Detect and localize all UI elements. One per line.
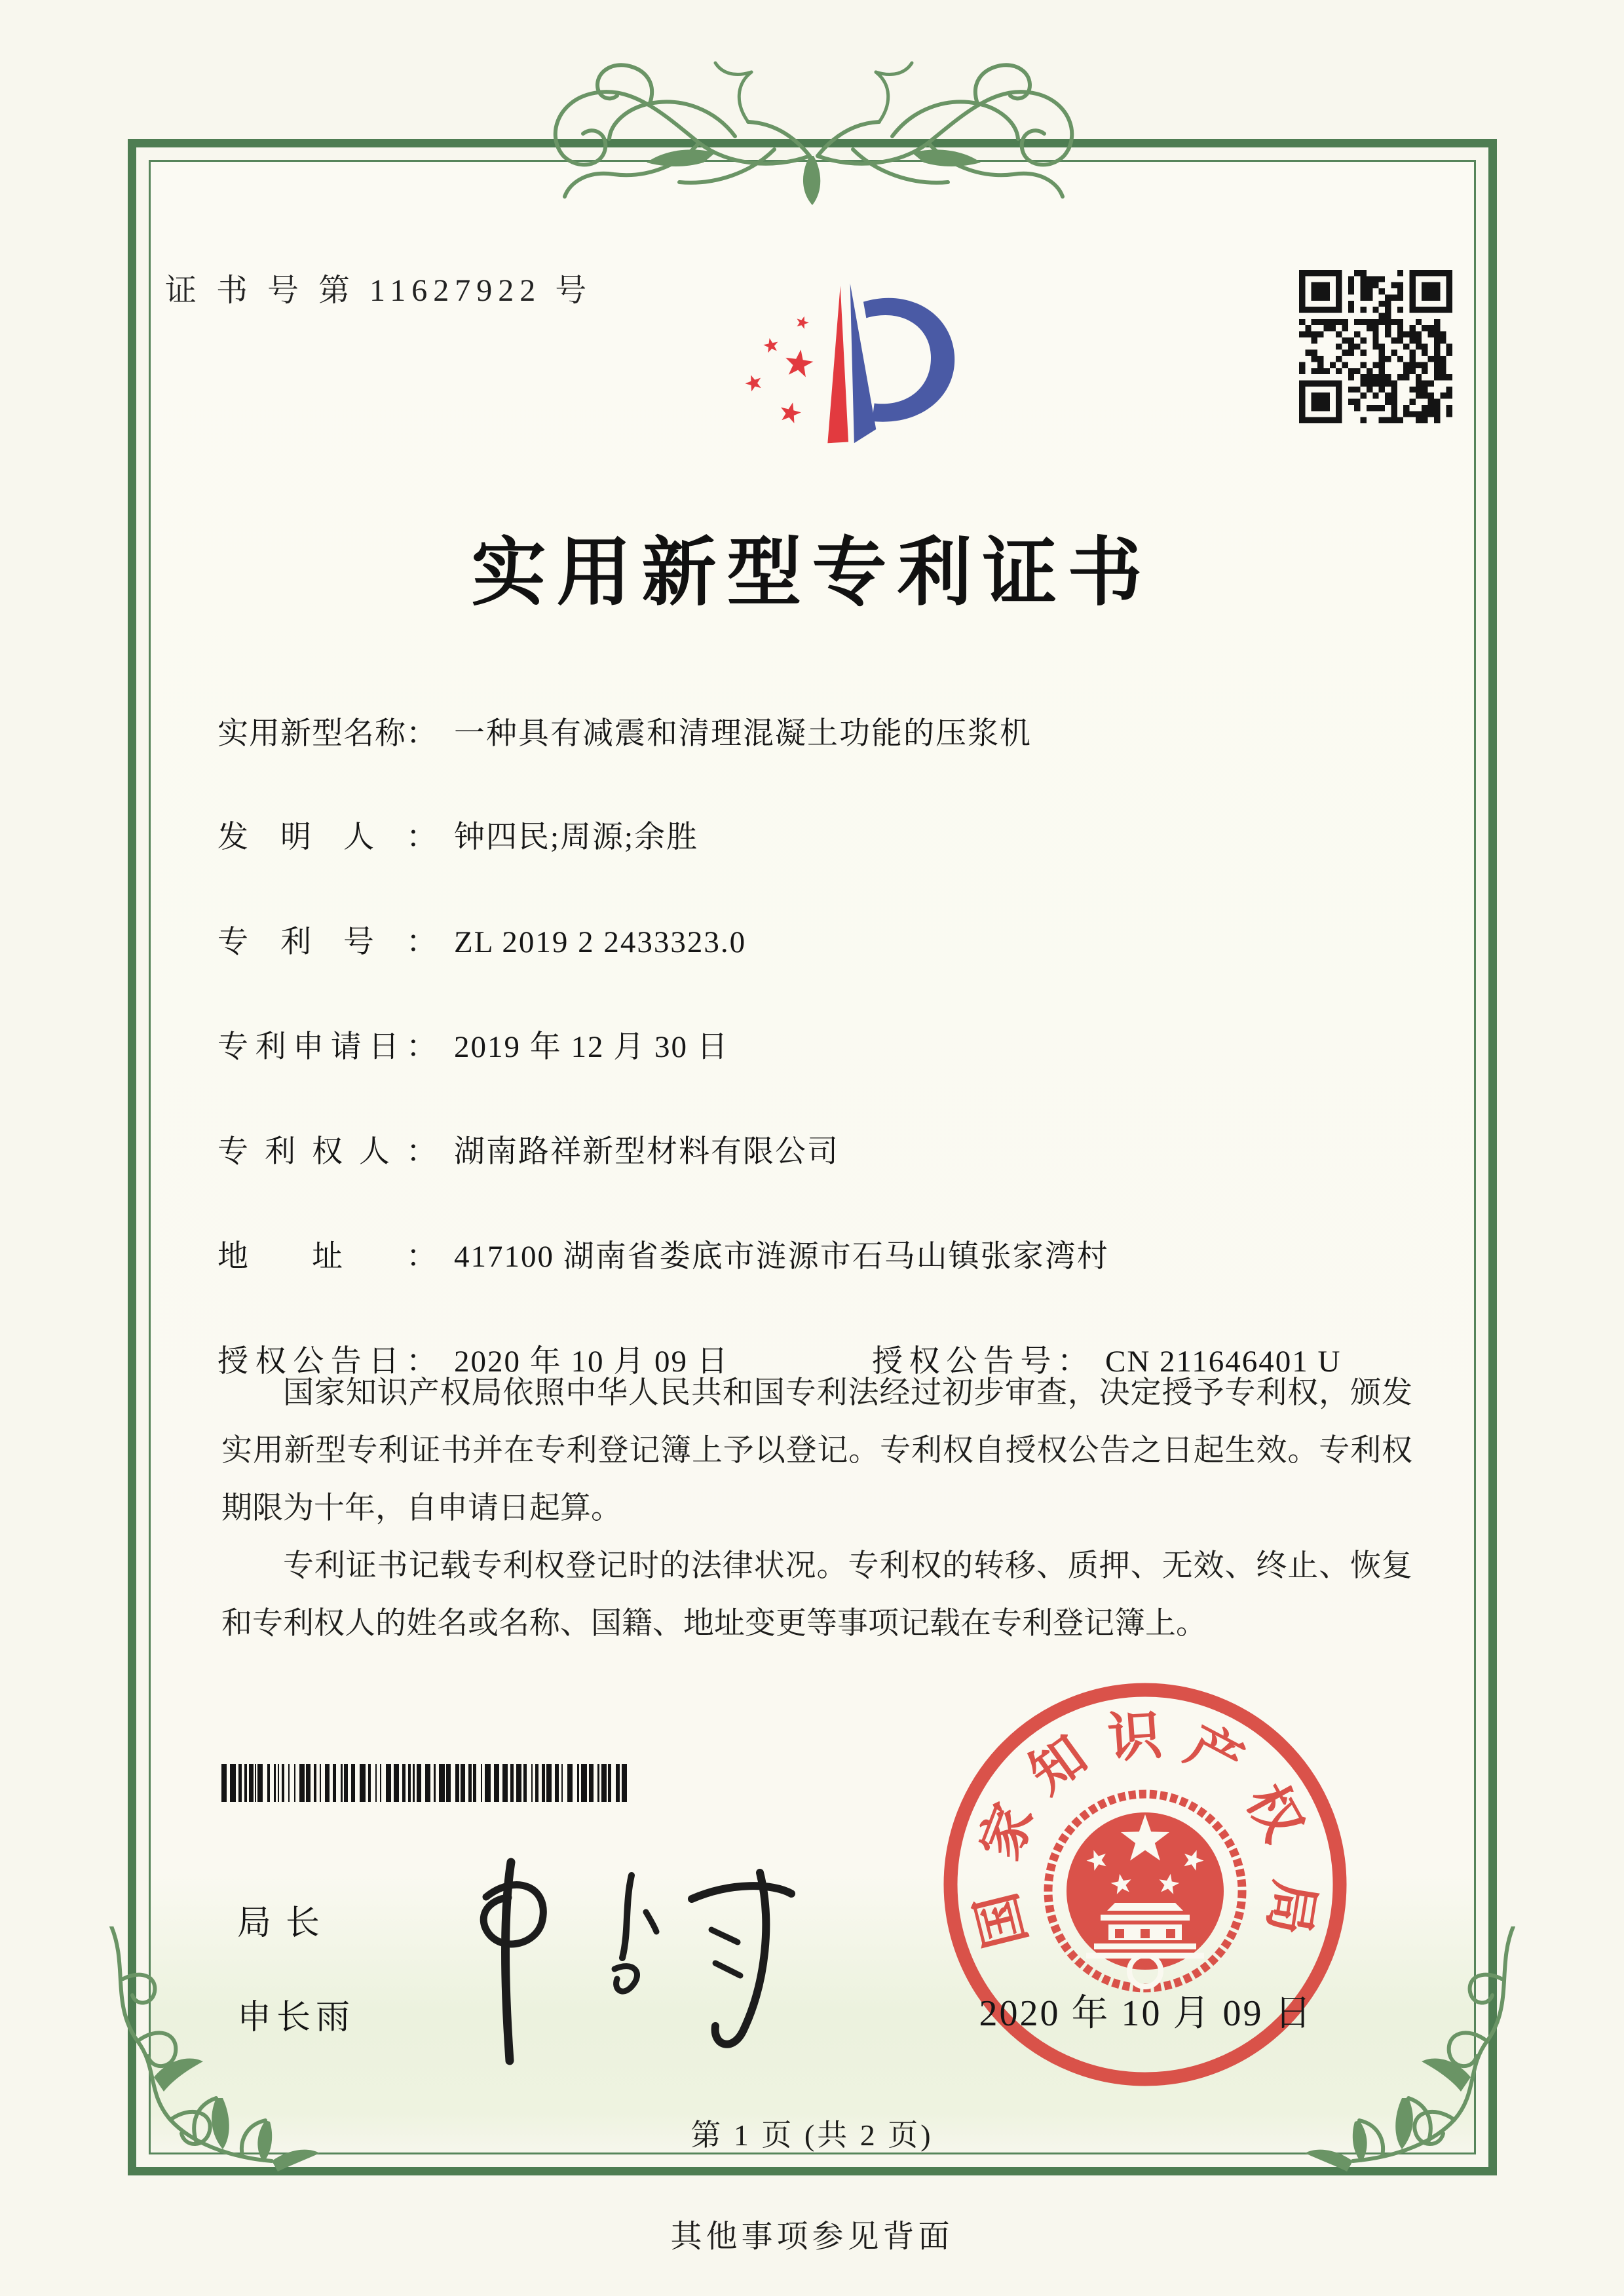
svg-text:知: 知 xyxy=(1019,1725,1098,1805)
field-value: 一种具有减震和清理混凝土功能的压浆机 xyxy=(454,717,1032,751)
legal-text xyxy=(221,1364,1412,1653)
field-utility-model-name xyxy=(217,709,1032,753)
field-inventors xyxy=(217,813,698,856)
field-value: 2020 年 10 月 09 日 xyxy=(454,1345,729,1379)
officer-name: 申长雨 xyxy=(237,1999,356,2037)
barcode xyxy=(221,1764,628,1802)
certificate-number: 证 书 号 第 11627922 号 xyxy=(165,273,593,308)
back-note: 其他事项参见背面 xyxy=(670,2219,954,2254)
field-patentee xyxy=(217,1127,839,1171)
field-label: 地址： xyxy=(217,1240,437,1274)
grant-number-label: 授权公告号： xyxy=(872,1345,1088,1379)
national-emblem-icon xyxy=(1048,1794,1242,1988)
field-filing-date xyxy=(217,1022,729,1066)
field-label: 专利号： xyxy=(217,925,437,959)
field-label: 专利申请日： xyxy=(217,1030,437,1064)
field-label: 实用新型名称： xyxy=(217,717,437,751)
field-value: 湖南路祥新型材料有限公司 xyxy=(454,1135,839,1169)
svg-text:国: 国 xyxy=(966,1886,1038,1954)
field-value: ZL 2019 2 2433323.0 xyxy=(454,925,747,959)
field-label: 授权公告日： xyxy=(217,1345,437,1379)
grant-number-value: CN 211646401 U xyxy=(1105,1345,1342,1379)
director-signature-icon xyxy=(438,1835,804,2097)
svg-text:产: 产 xyxy=(1177,1715,1253,1793)
legal-paragraph-2: 专利证书记载专利权登记时的法律状况。专利权的转移、质押、无效、终止、恢复和专利权人的姓名或名称、国籍、地址变更等事项记载在专利登记簿上。 xyxy=(221,1549,1412,1641)
svg-text:家: 家 xyxy=(970,1795,1045,1867)
seal-date: 2020 年 10 月 09 日 xyxy=(979,1993,1313,2034)
svg-text:识: 识 xyxy=(1106,1705,1164,1769)
page-number: 第 1 页 (共 2 页) xyxy=(690,2118,934,2152)
field-patent-number xyxy=(217,917,746,961)
legal-paragraph-1: 国家知识产权局依照中华人民共和国专利法经过初步审查，决定授予专利权，颁发实用新型专利证书并在专利登记簿上予以登记。专利权自授权公告之日起生效。专利权期限为十年，自申请日起算。 xyxy=(221,1376,1412,1525)
svg-text:权: 权 xyxy=(1235,1774,1313,1851)
svg-text:局: 局 xyxy=(1257,1876,1325,1939)
cnipa-logo-icon xyxy=(700,257,988,478)
field-label: 发明人： xyxy=(217,820,437,854)
officer-title: 局长 xyxy=(237,1905,335,1942)
field-label: 专利权人： xyxy=(217,1135,437,1169)
qr-code xyxy=(1299,270,1452,423)
field-address xyxy=(217,1232,1109,1276)
field-value: 钟四民;周源;余胜 xyxy=(454,820,699,854)
certificate-title: 实用新型专利证书 xyxy=(471,531,1153,615)
field-value: 2019 年 12 月 30 日 xyxy=(454,1030,729,1064)
field-value: 417100 湖南省娄底市涟源市石马山镇张家湾村 xyxy=(454,1240,1109,1274)
